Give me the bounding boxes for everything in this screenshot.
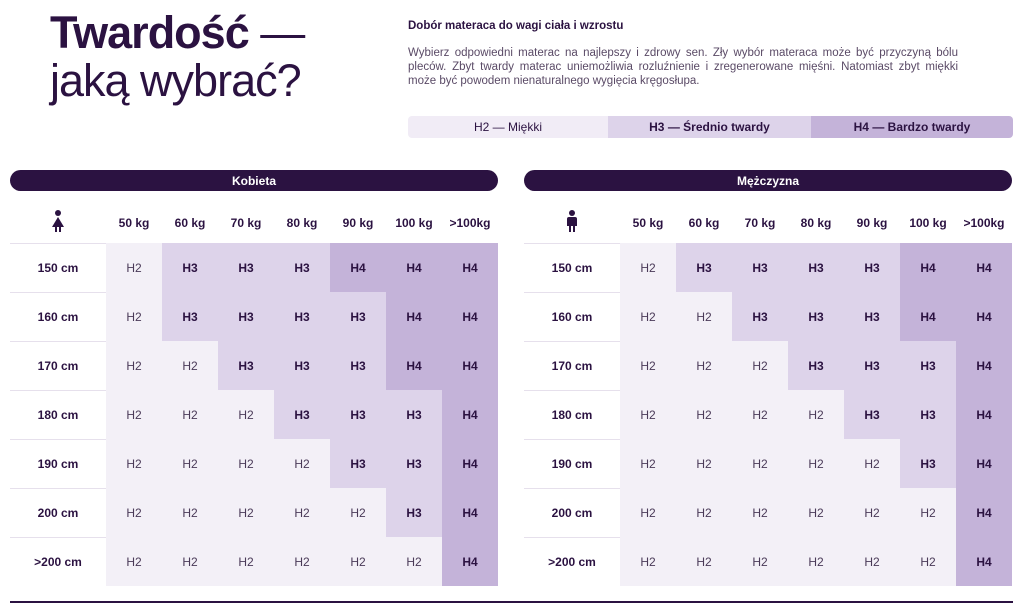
firmness-cell: H4 <box>956 243 1012 292</box>
table-row <box>524 488 1012 537</box>
firmness-cell: H2 <box>274 439 330 488</box>
height-label: 150 cm <box>524 243 620 292</box>
firmness-cell: H3 <box>274 390 330 439</box>
firmness-cell: H2 <box>900 488 956 537</box>
firmness-cell: H2 <box>732 390 788 439</box>
height-label: 150 cm <box>10 243 106 292</box>
weight-header: 80 kg <box>800 216 832 230</box>
firmness-cell: H3 <box>900 341 956 390</box>
firmness-cell: H2 <box>162 341 218 390</box>
firmness-cell: H2 <box>162 537 218 586</box>
firmness-cell: H2 <box>218 390 274 439</box>
firmness-cell: H3 <box>330 292 386 341</box>
men-table <box>524 203 1012 586</box>
firmness-cell: H2 <box>676 390 732 439</box>
firmness-cell: H4 <box>956 537 1012 586</box>
firmness-cell: H2 <box>386 537 442 586</box>
firmness-cell: H2 <box>106 488 162 537</box>
firmness-cell: H2 <box>218 488 274 537</box>
firmness-cell: H2 <box>274 488 330 537</box>
firmness-cell: H3 <box>386 488 442 537</box>
firmness-cell: H2 <box>162 488 218 537</box>
firmness-cell: H3 <box>732 292 788 341</box>
firmness-cell: H2 <box>620 292 676 341</box>
firmness-cell: H2 <box>330 537 386 586</box>
man-icon <box>566 210 578 232</box>
firmness-cell: H2 <box>620 439 676 488</box>
firmness-cell: H3 <box>788 292 844 341</box>
firmness-cell: H2 <box>218 537 274 586</box>
weight-header: >100kg <box>963 216 1005 230</box>
weight-header: 50 kg <box>118 216 150 230</box>
title-dash: — <box>260 7 305 58</box>
height-label: 190 cm <box>10 439 106 488</box>
firmness-cell: H3 <box>218 341 274 390</box>
firmness-cell: H2 <box>676 488 732 537</box>
firmness-cell: H3 <box>732 243 788 292</box>
title-subline: jaką wybrać? <box>50 55 301 106</box>
firmness-cell: H4 <box>386 341 442 390</box>
woman-icon-cell <box>10 203 106 243</box>
height-label: 200 cm <box>10 488 106 537</box>
firmness-cell: H2 <box>788 439 844 488</box>
info-section <box>408 20 958 88</box>
table-row <box>524 390 1012 439</box>
firmness-cell: H3 <box>330 439 386 488</box>
table-row <box>10 390 498 439</box>
table-row <box>10 488 498 537</box>
info-heading: Dobór materaca do wagi ciała i wzrostu <box>408 20 624 32</box>
firmness-cell: H4 <box>442 439 498 488</box>
legend-h2: H2 — Miękki <box>408 116 608 138</box>
firmness-cell: H3 <box>844 341 900 390</box>
firmness-cell: H4 <box>956 292 1012 341</box>
firmness-cell: H2 <box>106 243 162 292</box>
firmness-cell: H2 <box>620 341 676 390</box>
legend-h3: H3 — Średnio twardy <box>608 116 811 138</box>
firmness-cell: H3 <box>274 292 330 341</box>
firmness-cell: H3 <box>900 390 956 439</box>
height-label: 160 cm <box>10 292 106 341</box>
weight-header: 70 kg <box>230 216 262 230</box>
info-text: Wybierz odpowiedni materac na najlepszy i zdrowy sen. Zły wybór materaca może być przyczyną bólu pleców. Zbyt twardy materac uniemożliwia rozluźnienie i zregenerowane mięśni. Natomiast zbyt miękki może być powodem nienaturalnego wygięcia kręgosłupa. <box>408 47 958 87</box>
table-row <box>524 341 1012 390</box>
firmness-cell: H4 <box>330 243 386 292</box>
firmness-cell: H3 <box>274 341 330 390</box>
firmness-cell: H4 <box>956 390 1012 439</box>
weight-header: 90 kg <box>342 216 374 230</box>
firmness-cell: H2 <box>732 537 788 586</box>
height-label: >200 cm <box>10 537 106 586</box>
firmness-cell: H4 <box>900 292 956 341</box>
height-label: >200 cm <box>524 537 620 586</box>
bottom-divider <box>10 601 1013 603</box>
firmness-cell: H4 <box>442 292 498 341</box>
firmness-cell: H3 <box>676 243 732 292</box>
page-title <box>50 8 390 104</box>
firmness-cell: H2 <box>620 537 676 586</box>
firmness-cell: H3 <box>330 390 386 439</box>
firmness-cell: H3 <box>386 439 442 488</box>
women-header: Kobieta <box>10 170 498 191</box>
firmness-cell: H4 <box>386 292 442 341</box>
table-row <box>10 292 498 341</box>
firmness-cell: H3 <box>162 292 218 341</box>
firmness-cell: H2 <box>732 488 788 537</box>
women-panel <box>10 170 498 586</box>
firmness-cell: H2 <box>620 243 676 292</box>
weight-header: 60 kg <box>174 216 206 230</box>
firmness-cell: H2 <box>330 488 386 537</box>
legend-h4: H4 — Bardzo twardy <box>811 116 1013 138</box>
firmness-cell: H3 <box>274 243 330 292</box>
height-label: 200 cm <box>524 488 620 537</box>
weight-header: 100 kg <box>909 216 947 230</box>
firmness-cell: H2 <box>676 537 732 586</box>
firmness-cell: H4 <box>442 341 498 390</box>
weight-header: 70 kg <box>744 216 776 230</box>
firmness-cell: H4 <box>442 537 498 586</box>
man-icon-cell <box>524 203 620 243</box>
weight-header: >100kg <box>449 216 491 230</box>
firmness-cell: H3 <box>162 243 218 292</box>
firmness-cell: H3 <box>218 243 274 292</box>
firmness-cell: H2 <box>676 292 732 341</box>
table-row <box>10 537 498 586</box>
table-row <box>524 292 1012 341</box>
firmness-cell: H2 <box>106 341 162 390</box>
firmness-cell: H2 <box>106 537 162 586</box>
weight-header: 100 kg <box>395 216 433 230</box>
firmness-cell: H2 <box>620 488 676 537</box>
firmness-cell: H2 <box>788 537 844 586</box>
table-row <box>524 537 1012 586</box>
firmness-cell: H3 <box>844 292 900 341</box>
firmness-cell: H4 <box>442 243 498 292</box>
height-label: 190 cm <box>524 439 620 488</box>
woman-icon <box>52 210 64 232</box>
height-label: 170 cm <box>524 341 620 390</box>
firmness-cell: H3 <box>900 439 956 488</box>
table-row <box>10 243 498 292</box>
firmness-cell: H2 <box>900 537 956 586</box>
firmness-cell: H3 <box>218 292 274 341</box>
firmness-cell: H2 <box>106 439 162 488</box>
firmness-cell: H3 <box>844 243 900 292</box>
firmness-cell: H3 <box>386 390 442 439</box>
firmness-cell: H2 <box>732 341 788 390</box>
firmness-cell: H4 <box>956 439 1012 488</box>
height-label: 180 cm <box>10 390 106 439</box>
table-row <box>10 341 498 390</box>
firmness-cell: H2 <box>106 292 162 341</box>
height-label: 170 cm <box>10 341 106 390</box>
firmness-cell: H4 <box>956 341 1012 390</box>
firmness-cell: H4 <box>442 488 498 537</box>
firmness-cell: H2 <box>274 537 330 586</box>
height-label: 160 cm <box>524 292 620 341</box>
firmness-cell: H2 <box>620 390 676 439</box>
firmness-cell: H2 <box>844 537 900 586</box>
firmness-cell: H2 <box>844 439 900 488</box>
firmness-cell: H3 <box>788 243 844 292</box>
firmness-legend <box>408 116 1013 138</box>
weight-header: 50 kg <box>632 216 664 230</box>
firmness-cell: H4 <box>386 243 442 292</box>
title-bold: Twardość <box>50 7 249 58</box>
firmness-cell: H2 <box>676 341 732 390</box>
table-row <box>524 243 1012 292</box>
firmness-cell: H2 <box>218 439 274 488</box>
men-header: Mężczyzna <box>524 170 1012 191</box>
firmness-cell: H2 <box>732 439 788 488</box>
table-row <box>524 439 1012 488</box>
firmness-cell: H2 <box>106 390 162 439</box>
women-table <box>10 203 498 586</box>
weight-header: 80 kg <box>286 216 318 230</box>
firmness-cell: H2 <box>788 390 844 439</box>
firmness-cell: H4 <box>956 488 1012 537</box>
men-panel <box>524 170 1012 586</box>
table-row <box>10 439 498 488</box>
firmness-cell: H3 <box>788 341 844 390</box>
firmness-cell: H4 <box>900 243 956 292</box>
firmness-cell: H2 <box>844 488 900 537</box>
firmness-cell: H3 <box>330 341 386 390</box>
firmness-cell: H2 <box>676 439 732 488</box>
weight-header: 90 kg <box>856 216 888 230</box>
firmness-cell: H2 <box>162 439 218 488</box>
height-label: 180 cm <box>524 390 620 439</box>
firmness-cell: H4 <box>442 390 498 439</box>
firmness-cell: H2 <box>788 488 844 537</box>
firmness-cell: H3 <box>844 390 900 439</box>
firmness-cell: H2 <box>162 390 218 439</box>
weight-header: 60 kg <box>688 216 720 230</box>
